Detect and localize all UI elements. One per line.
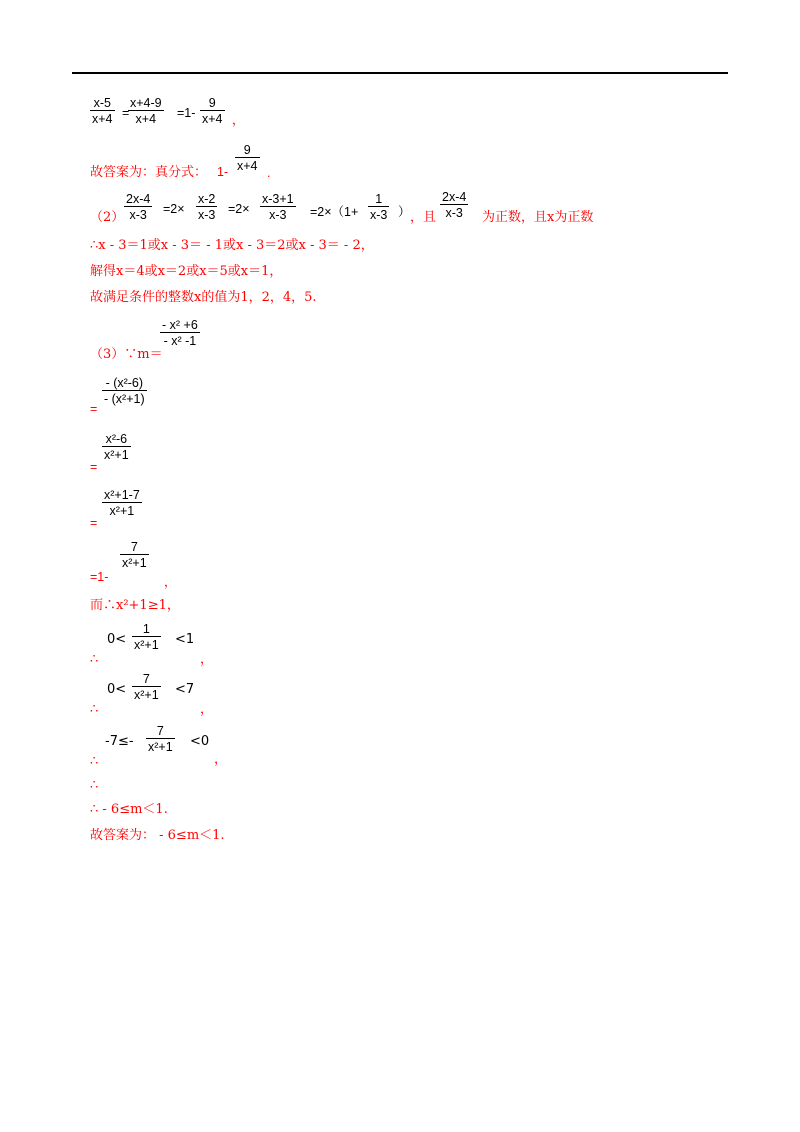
fraction: $\frac{\text{x²+1-7}}{\text{x²+1}}$ (104, 488, 140, 518)
inequality-left: 0< (107, 682, 127, 697)
operator: =2×（1+ (310, 205, 359, 219)
comma: ， (164, 575, 177, 589)
fraction: $\frac{x-5}{x+4}$ (92, 96, 113, 126)
header-rule (72, 72, 728, 74)
part-2-condition: 为正数，且x为正数 (482, 210, 594, 225)
fraction: $\frac{7}{\text{x²+1}}$ (122, 540, 147, 570)
fraction: $\frac{\text{- (x²-6)}}{\text{- (x²+1)}}$ (104, 376, 145, 406)
fraction: $\frac{x+4-9}{x+4}$ (130, 96, 162, 126)
inequality-right: <7 (175, 682, 195, 697)
part-3-since: 而∴x²+1≥1， (90, 598, 180, 613)
equals: = (90, 460, 98, 474)
answer-1-text: 故答案为：真分式： (90, 165, 208, 180)
therefore-symbol: ∴ (90, 702, 99, 717)
fraction: $\frac{9}{x+4}$ (237, 143, 258, 173)
inequality-right: <1 (175, 632, 195, 647)
therefore-symbol: ∴ (90, 754, 99, 769)
fraction: $\frac{\text{x²-6}}{\text{x²+1}}$ (104, 432, 129, 462)
comma: ， (200, 652, 214, 667)
fraction: $\frac{1}{x-3}$ (370, 192, 388, 222)
comma: ， (200, 702, 214, 717)
period: . (267, 166, 271, 180)
fraction: $\frac{2x-4}{x-3}$ (126, 192, 151, 222)
part-2-line-2: ∴x - 3＝1或x - 3＝ - 1或x - 3＝2或x - 3＝ - 2， (90, 238, 374, 253)
answer-1-lead: 1- (217, 165, 229, 179)
part-2-label: （2） (90, 210, 125, 225)
part-2-line-4: 故满足条件的整数x的值为1，2，4，5. (90, 290, 317, 305)
comma: ， (232, 113, 245, 127)
operator: =2× (163, 202, 185, 216)
fraction: $\frac{2x-4}{x-3}$ (442, 190, 467, 220)
comma: ， (214, 752, 228, 767)
inequality-right: <0 (190, 734, 210, 749)
and-text: ，且 (410, 210, 437, 225)
fraction: $\frac{x-2}{x-3}$ (198, 192, 216, 222)
equals-one-minus: =1- (90, 570, 109, 584)
therefore-symbol: ∴ (90, 778, 99, 793)
part-3-label: （3）∵m＝ (90, 347, 163, 362)
fraction: $\frac{7}{\text{x²+1}}$ (134, 672, 159, 702)
fraction: $\frac{\text{- x² +6}}{\text{- x² -1}}$ (162, 318, 198, 348)
equals-one-minus: =1- (177, 106, 196, 120)
inequality-left: -7≤- (105, 734, 134, 749)
part-3-answer: 故答案为： - 6≤m＜1. (90, 828, 225, 843)
operator: ） (398, 205, 411, 219)
therefore-symbol: ∴ (90, 652, 99, 667)
equals: = (90, 402, 98, 416)
fraction: $\frac{x-3+1}{x-3}$ (262, 192, 294, 222)
part-2-line-3: 解得x＝4或x＝2或x＝5或x＝1， (90, 264, 283, 279)
fraction: $\frac{7}{\text{x²+1}}$ (148, 724, 173, 754)
fraction: $\frac{1}{\text{x²+1}}$ (134, 622, 159, 652)
fraction: $\frac{9}{x+4}$ (202, 96, 223, 126)
inequality-left: 0< (107, 632, 127, 647)
equals: = (90, 516, 98, 530)
operator: =2× (228, 202, 250, 216)
equals: = (122, 106, 130, 120)
part-3-result: ∴ - 6≤m＜1. (90, 802, 168, 817)
